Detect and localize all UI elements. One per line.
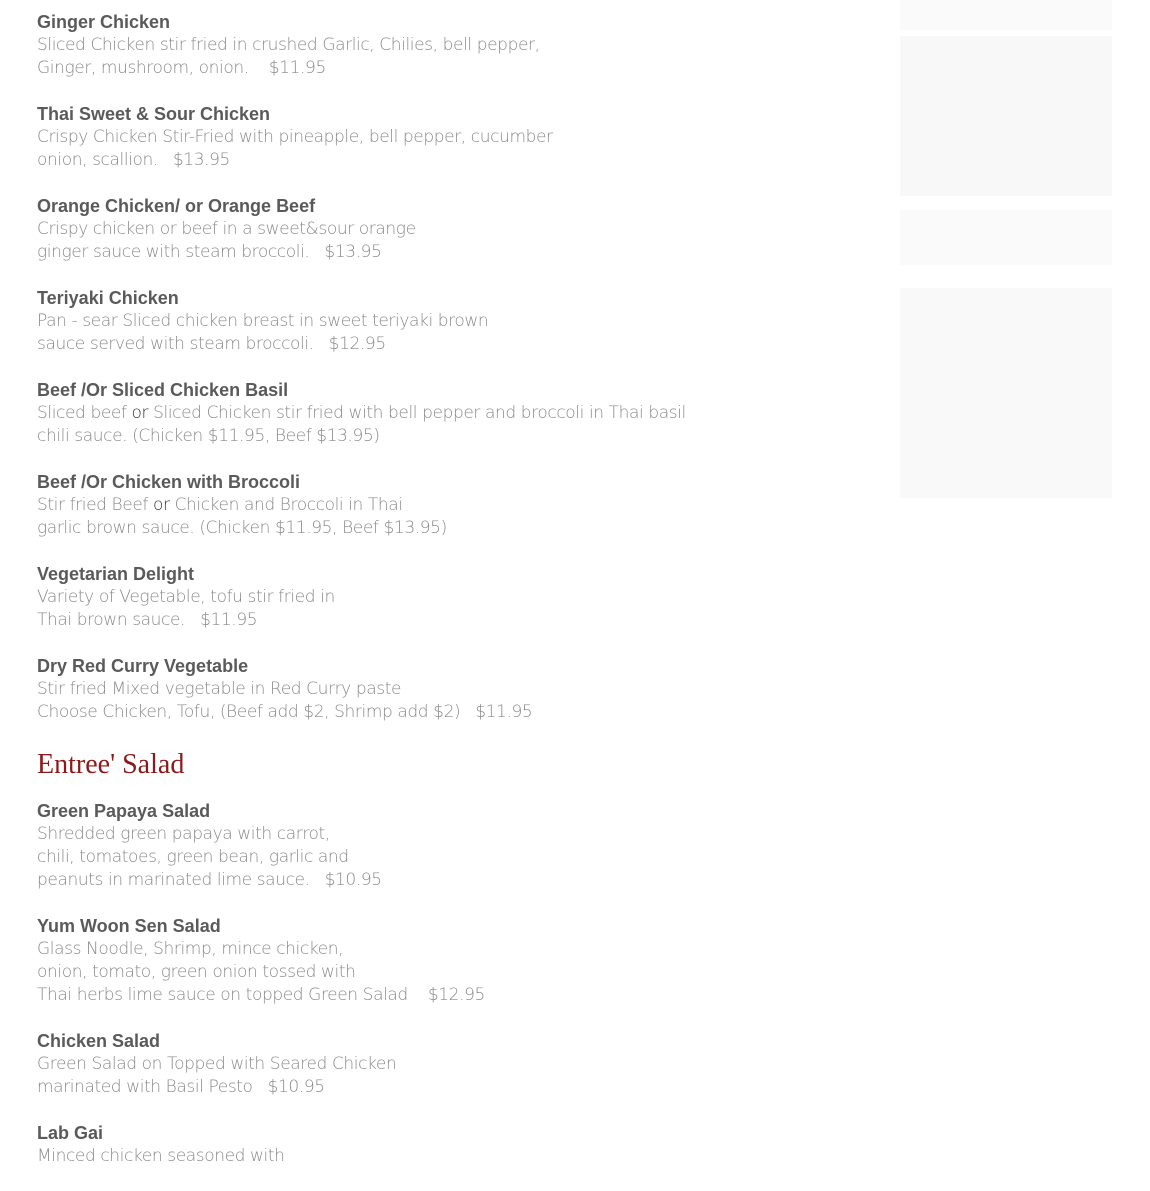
description-connector-word: or [152, 495, 170, 515]
description-text: Green Salad on Topped with Seared Chicken [37, 1054, 397, 1074]
menu-item [37, 1030, 797, 1099]
description-text: Variety of Vegetable, tofu stir fried in [37, 587, 335, 607]
description-text: Thai herbs lime sauce on topped Green Salad $12.95 [37, 985, 485, 1005]
description-text: Crispy Chicken Stir-Fried with pineapple, bell pepper, cucumber [37, 127, 553, 147]
menu-item-name: Teriyaki Chicken [37, 288, 179, 308]
description-text: Thai brown sauce. $11.95 [37, 610, 258, 630]
description-text: Minced chicken seasoned with [37, 1146, 285, 1166]
menu-item-description [37, 701, 797, 724]
menu-item-name: Thai Sweet & Sour Chicken [37, 104, 271, 124]
menu-item-name: Beef /Or Chicken with Broccoli [37, 472, 301, 492]
description-text: peanuts in marinated lime sauce. $10.95 [37, 870, 382, 890]
description-text: marinated with Basil Pesto $10.95 [37, 1077, 325, 1097]
menu-item [37, 379, 797, 448]
description-text: Chicken and Broccoli in Thai [169, 495, 403, 515]
menu-item-description [37, 1053, 797, 1076]
description-text: chili sauce. (Chicken $11.95, Beef $13.95) [37, 426, 380, 446]
description-text: onion, scallion. $13.95 [37, 150, 230, 170]
faded-image-panel [900, 288, 1112, 498]
menu-item-description [37, 678, 797, 701]
menu-item-name: Dry Red Curry Vegetable [37, 656, 249, 676]
menu-item [37, 563, 797, 632]
menu-item-description [37, 241, 797, 264]
menu-item [37, 11, 797, 80]
menu-item [37, 800, 797, 892]
menu-item-description [37, 609, 797, 632]
description-text: Sliced Chicken stir fried with bell pepper and broccoli in Thai basil [148, 403, 686, 423]
description-text: onion, tomato, green onion tossed with [37, 962, 356, 982]
menu-item-description [37, 126, 797, 149]
menu-item-name: Vegetarian Delight [37, 564, 195, 584]
description-text: Ginger, mushroom, onion. $11.95 [37, 58, 326, 78]
menu-item-description [37, 34, 797, 57]
menu-item-name: Orange Chicken/ or Orange Beef [37, 196, 316, 216]
description-text: chili, tomatoes, green bean, garlic and [37, 847, 349, 867]
menu-item-description [37, 586, 797, 609]
description-text: garlic brown sauce. (Chicken $11.95, Beef $13.95) [37, 518, 447, 538]
description-text: sauce served with steam broccoli. $12.95 [37, 334, 386, 354]
section-heading: Entree' Salad [37, 749, 185, 780]
menu-item-description [37, 961, 797, 984]
description-text: Choose Chicken, Tofu, (Beef add $2, Shrimp add $2) $11.95 [37, 702, 533, 722]
menu-section [37, 747, 797, 1168]
description-text: Glass Noodle, Shrimp, mince chicken, [37, 939, 344, 959]
menu-item-description [37, 1145, 797, 1168]
menu-item-name: Chicken Salad [37, 1031, 161, 1051]
description-text: Pan - sear Sliced chicken breast in sweet teriyaki brown [37, 311, 489, 331]
description-text: Crispy chicken or beef in a sweet&sour orange [37, 219, 416, 239]
menu-item [37, 287, 797, 356]
description-text: Shredded green papaya with carrot, [37, 824, 330, 844]
description-text: Stir fried Mixed vegetable in Red Curry paste [37, 679, 402, 699]
description-text: Stir fried Beef [37, 495, 153, 515]
faded-image-panel [900, 210, 1112, 265]
description-text: Sliced Chicken stir fried in crushed Garlic, Chilies, bell pepper, [37, 35, 540, 55]
menu-item-description [37, 425, 797, 448]
menu-item [37, 1122, 797, 1168]
menu-item [37, 471, 797, 540]
menu-item-description [37, 333, 797, 356]
menu-item-description [37, 57, 797, 80]
menu-item-name: Ginger Chicken [37, 12, 171, 32]
menu-section [37, 11, 797, 724]
menu-item-description [37, 494, 797, 517]
menu-item-description [37, 869, 797, 892]
menu-item-name: Lab Gai [37, 1123, 104, 1143]
description-text: ginger sauce with steam broccoli. $13.95 [37, 242, 382, 262]
menu-item-description [37, 823, 797, 846]
description-text: Sliced beef [37, 403, 132, 423]
menu-item-description [37, 218, 797, 241]
menu-item [37, 655, 797, 724]
menu-item [37, 195, 797, 264]
menu-item-description [37, 402, 797, 425]
menu-item-description [37, 1076, 797, 1099]
menu-item-name: Yum Woon Sen Salad [37, 916, 221, 936]
menu-item-description [37, 938, 797, 961]
menu-item-description [37, 310, 797, 333]
menu-item-description [37, 846, 797, 869]
menu-item-description [37, 517, 797, 540]
menu-item-name: Beef /Or Sliced Chicken Basil [37, 380, 289, 400]
menu-item [37, 915, 797, 1007]
menu-item-description [37, 149, 797, 172]
menu-item [37, 103, 797, 172]
faded-image-panel [900, 36, 1112, 196]
description-connector-word: or [131, 403, 149, 423]
faded-image-panel [900, 0, 1112, 30]
menu-item-name: Green Papaya Salad [37, 801, 211, 821]
menu-item-description [37, 984, 797, 1007]
menu-column [37, 11, 797, 1191]
